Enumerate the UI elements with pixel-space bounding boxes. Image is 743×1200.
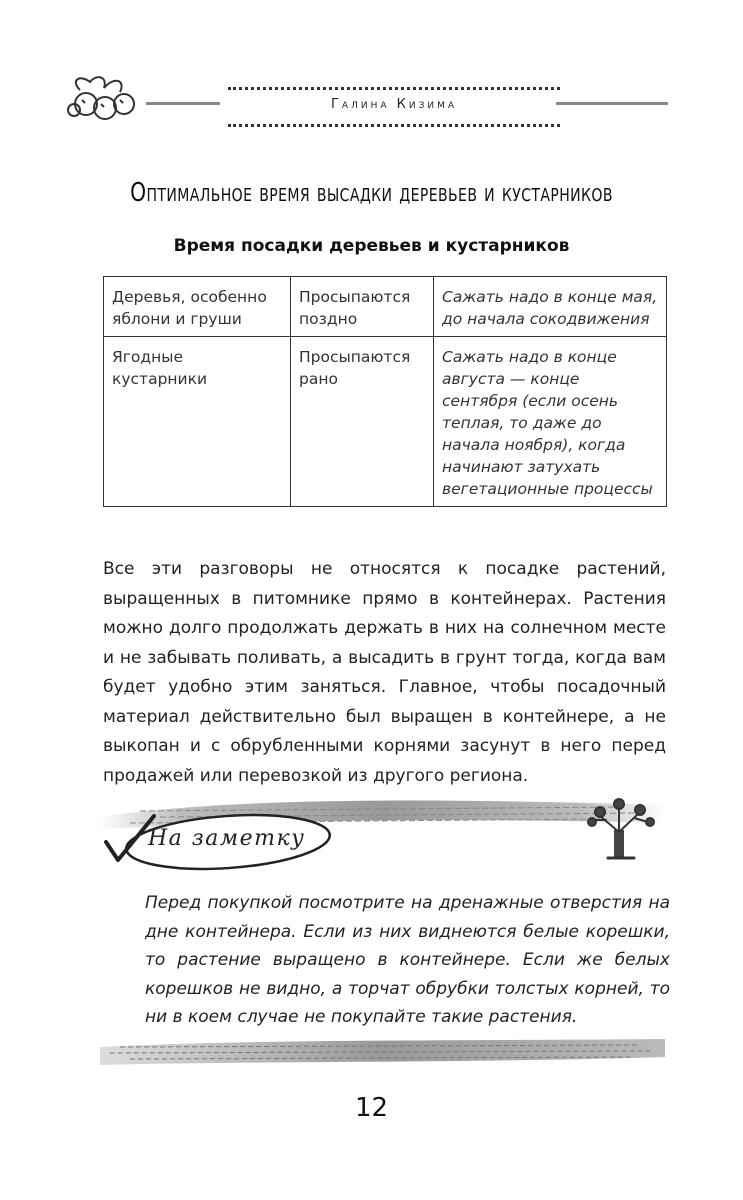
table-cell: Ягодные кустарники [104,337,291,507]
table-cell: Сажать надо в конце августа — конце сентября (если осень теплая, то даже до начала ноября), когда начинают затухать вегетационные процессы [434,337,667,507]
header-dots-top [228,87,560,90]
table-cell: Просыпаются рано [291,337,434,507]
brush-stroke-bottom [100,1035,665,1069]
table-cell: Сажать надо в конце мая, до начала сокодвижения [434,277,667,337]
header-dots-bottom [228,124,560,127]
table-row [104,277,667,337]
berries-icon [60,70,146,126]
table-cell: Просыпаются поздно [291,277,434,337]
author-name: Галина Кизима [330,97,458,112]
table-title: Время посадки деревьев и кустарников [173,236,570,256]
table-row [104,337,667,507]
table-cell: Деревья, особенно яблони и груши [104,277,291,337]
header-rule-left [146,102,220,105]
page-number: 12 [354,1093,389,1123]
note-text: Перед покупкой посмотрите на дренажные отверстия на дне контейнера. Если из них виднеются белые корешки, то растение выращено в контейнере. Если же белых корешков не видно, а торчат обрубки толстых корней, то ни в коем случае не покупайте такие растения. [145,893,670,1027]
note-title: На заметку [148,826,306,851]
header-rule-right [556,102,668,105]
section-heading: Оптимальное время высадки деревьев и кустарников [130,178,613,208]
tree-icon [586,796,658,862]
body-paragraph: Все эти разговоры не относятся к посадке растений, выращенных в питомнике прямо в контейнерах. Растения можно долго продолжать держать в них на солнечном месте и не забывать поливать, а высадить в грунт тогда, когда вам будет удобно этим заняться. Главное, чтобы посадочный материал действительно был выращен в контейнере, а не выкопан и с обрубленными корнями засунут в него перед продажей или перевозкой из другого региона. [103,559,666,786]
planting-table [103,276,667,507]
